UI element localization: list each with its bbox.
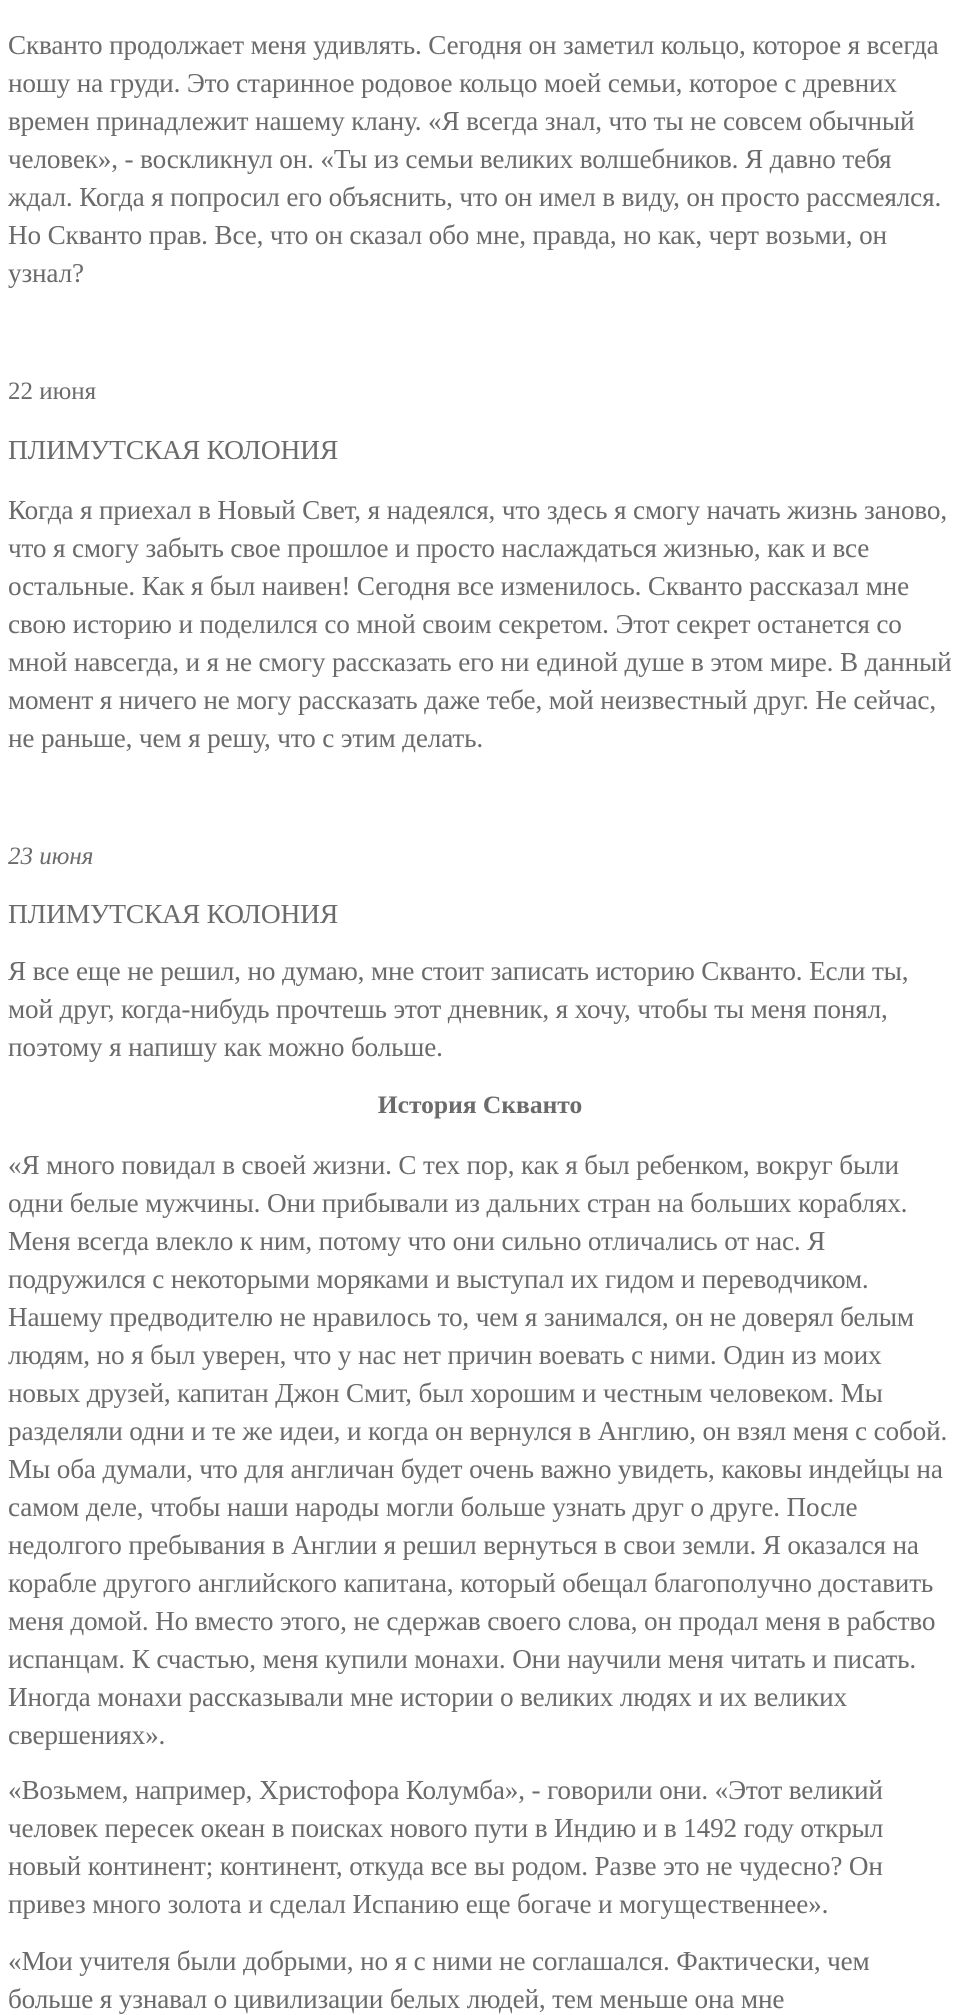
diary-paragraph-ring: Скванто продолжает меня удивлять. Сегодня он заметил кольцо, которое я всегда ношу на груди. Это старинное родовое кольцо моей семьи, которое с древних времен принадлежит нашему клану. «Я всегда знал, что ты не совсем обычный человек», - воскликнул он. «Ты из семьи великих волшебников. Я давно тебя ждал. Когда я попросил его объяснить, что он имел в виду, он просто рассмеялся. Но Скванто прав. Все, что он сказал обо мне, правда, но как, черт возьми, он узнал? xyxy=(8,30,942,288)
story-title: История Скванто xyxy=(377,1090,583,1119)
story-paragraph-columbus: «Возьмем, например, Христофора Колумба», - говорили они. «Этот великий человек пересек океан в поисках нового пути в Индию и в 1492 году открыл новый континент; континент, откуда все вы родом. Разве это не чудесно? Он привез много золота и сделал Испанию еще богаче и могущественнее». xyxy=(8,1775,884,1919)
diary-paragraph-new-world: Когда я приехал в Новый Свет, я надеялся, что здесь я смогу начать жизнь заново, что я смогу забыть свое прошлое и просто наслаждаться жизнью, как и все остальные. Как я был наивен! Сегодня все изменилось. Скванто рассказал мне свою историю и поделился со мной своим секретом. Этот секрет останется со мной навсегда, и я не смогу рассказать его ни единой душе в этом мире. В данный момент я ничего не могу рассказать даже тебе, мой неизвестный друг. Не сейчас, не раньше, чем я решу, что с этим делать. xyxy=(8,495,952,753)
story-paragraph-squanto: «Я много повидал в своей жизни. С тех пор, как я был ребенком, вокруг были одни белые мужчины. Они прибывали из дальних стран на больших кораблях. Меня всегда влекло к ним, потому что они сильно отличались от нас. Я подружился с некоторыми моряками и выступал их гидом и переводчиком. Нашему предводителю не нравилось то, чем я занимался, он не доверял белым людям, но я был уверен, что у нас нет причин воевать с ними. Один из моих новых друзей, капитан Джон Смит, был хорошим и честным человеком. Мы разделяли одни и те же идеи, и когда он вернулся в Англию, он взял меня с собой. Мы оба думали, что для англичан будет очень важно увидеть, каковы индейцы на самом деле, чтобы наши народы могли больше узнать друг о друге. После недолгого пребывания в Англии я решил вернуться в свои земли. Я оказался на корабле другого английского капитана, который обещал благополучно доставить меня домой. Но вместо этого, не сдержав своего слова, он продал меня в рабство испанцам. К счастью, меня купили монахи. Они научили меня читать и писать. Иногда монахи рассказывали мне истории о великих людях и их великих свершениях». xyxy=(8,1150,948,1750)
location-heading-1: ПЛИМУТСКАЯ КОЛОНИЯ xyxy=(8,434,338,465)
diary-date-june-23: 23 июня xyxy=(8,843,94,870)
diary-paragraph-decision: Я все еще не решил, но думаю, мне стоит записать историю Скванто. Если ты, мой друг, когда-нибудь прочтешь этот дневник, я хочу, чтобы ты меня понял, поэтому я напишу как можно больше. xyxy=(8,956,909,1062)
location-heading-2: ПЛИМУТСКАЯ КОЛОНИЯ xyxy=(8,898,338,929)
diary-date-june-22: 22 июня xyxy=(8,378,97,405)
story-paragraph-teachers: «Мои учителя были добрыми, но я с ними не соглашался. Фактически, чем больше я узнавал о цивилизации белых людей, тем меньше она мне xyxy=(8,1946,870,2014)
